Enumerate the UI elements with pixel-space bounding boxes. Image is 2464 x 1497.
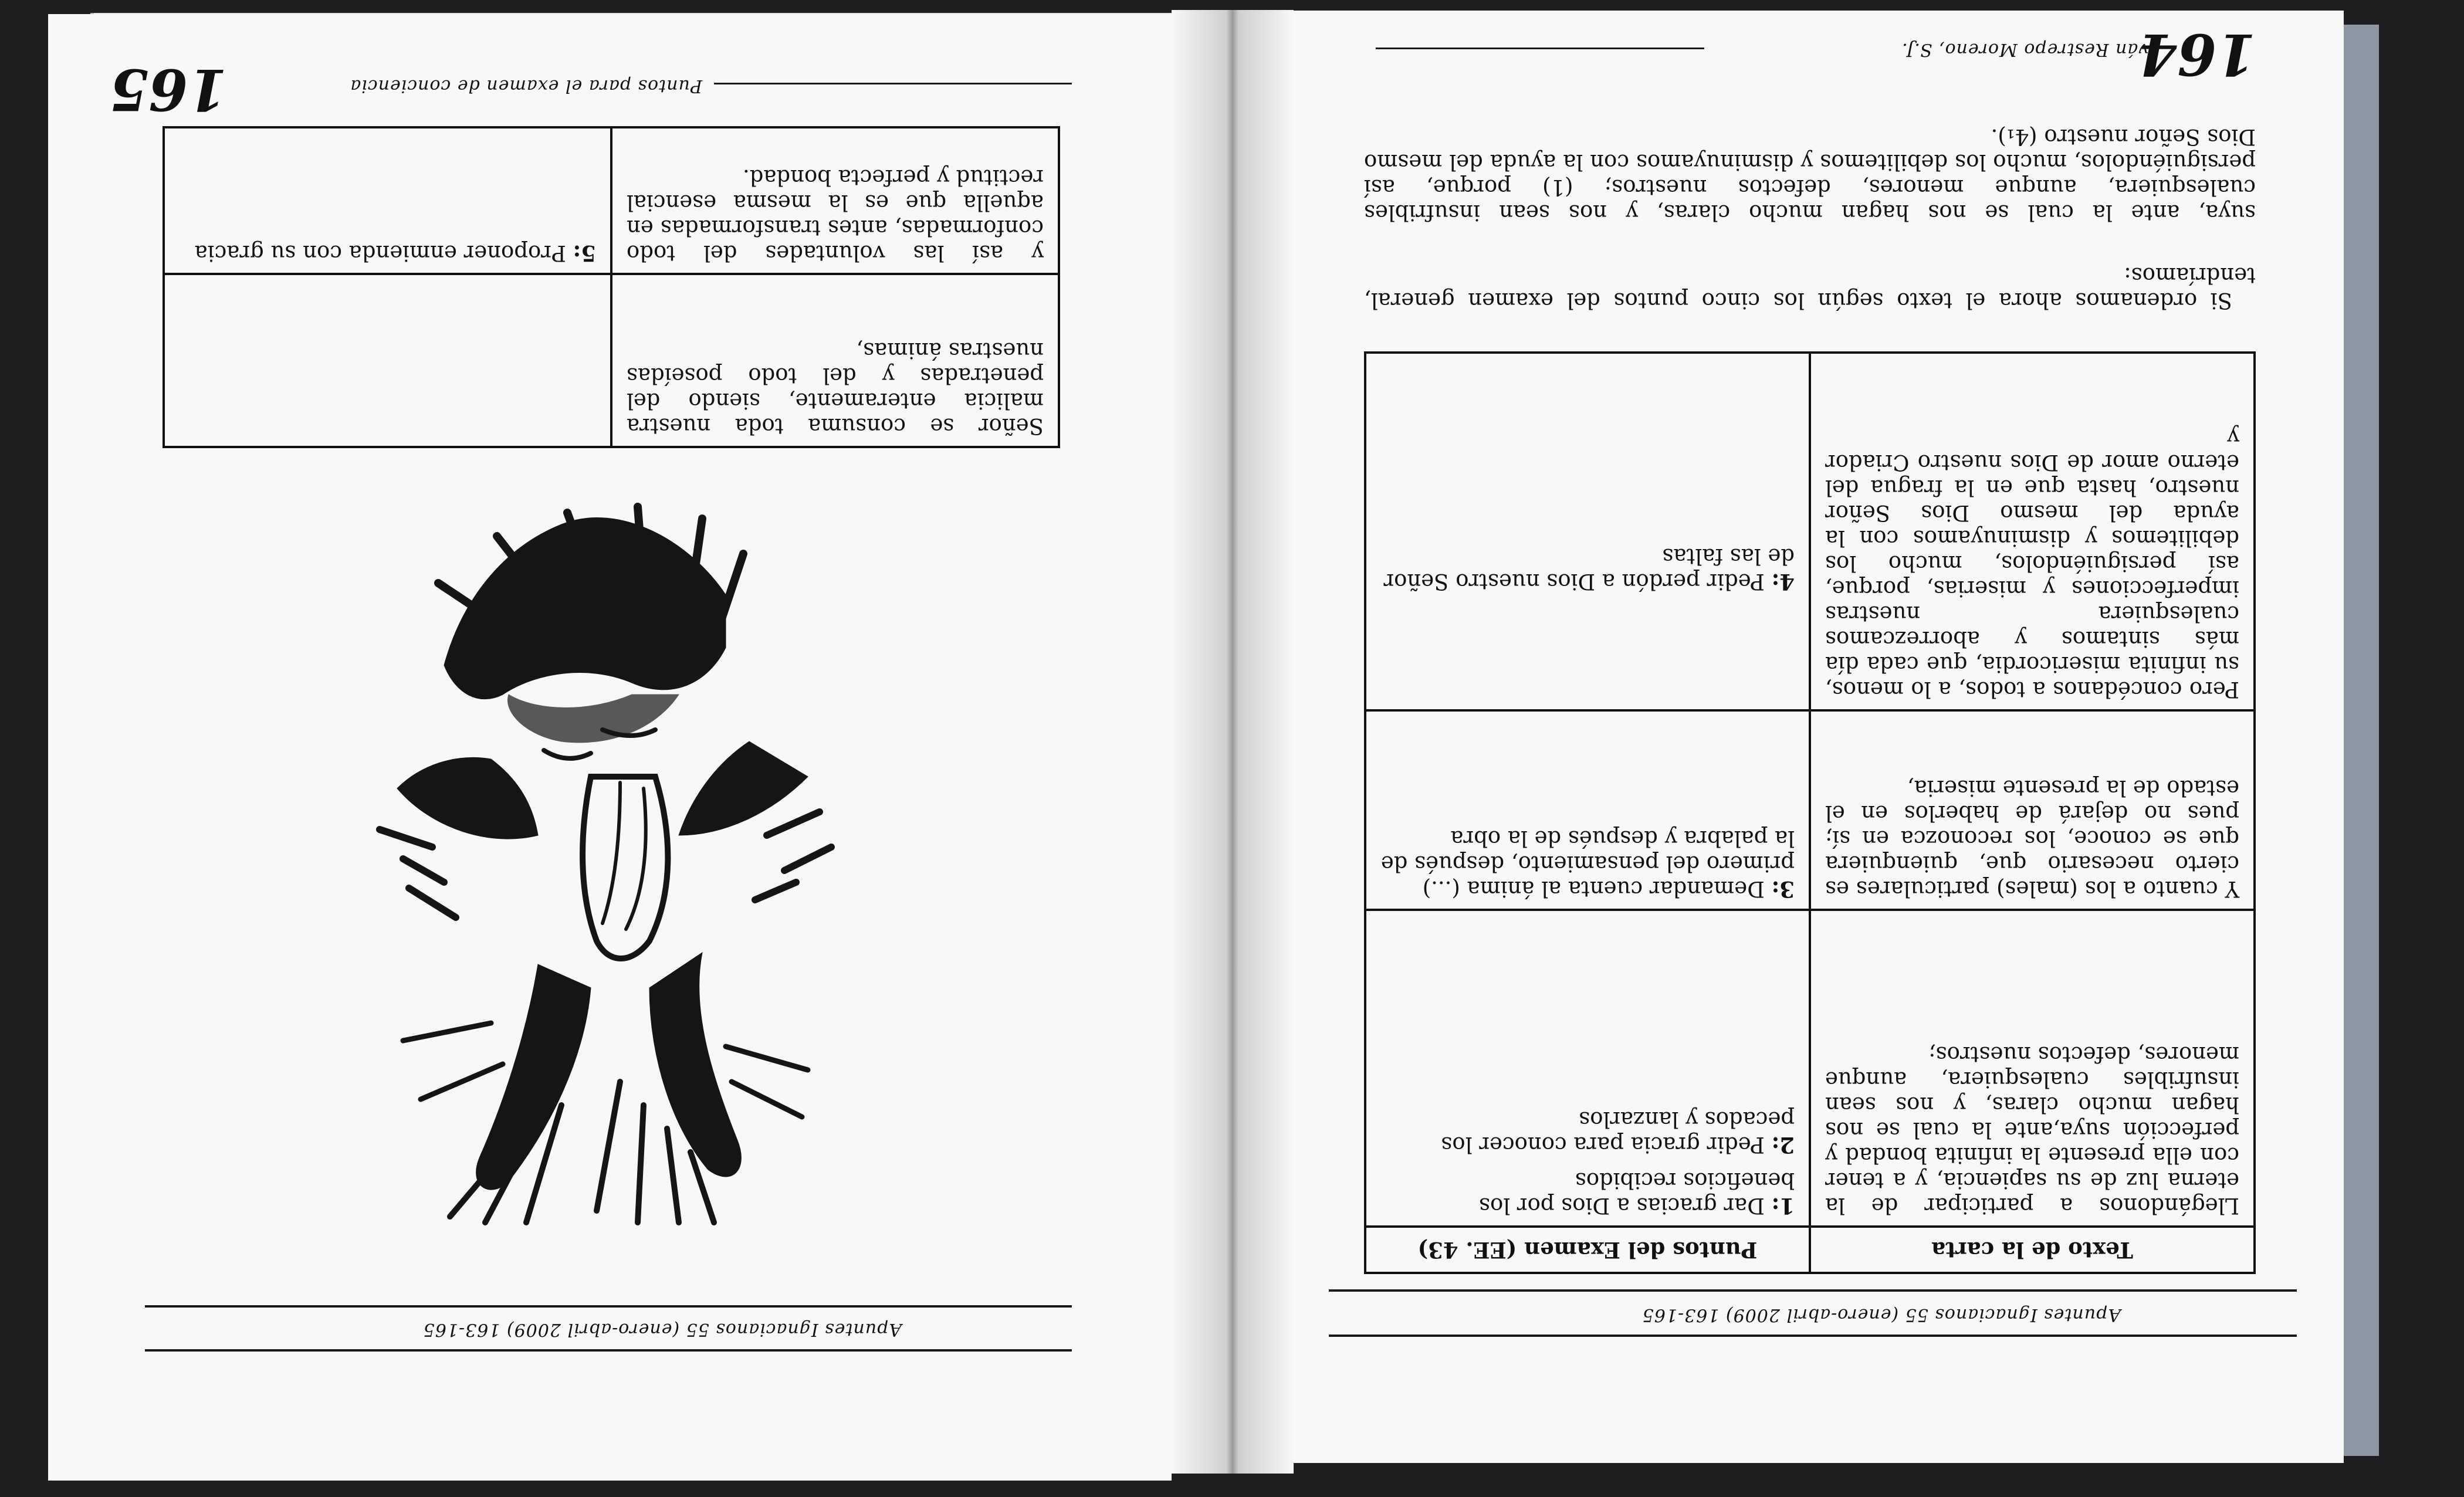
carta-cell: Pero concédanos a todos, a lo menos, su infinita misericordia, que cada día más sintamos y aborrezcamos cualesquiera nuestras imperfecciones y miserias, porque, así persiguiéndolos, mucho los debilitemos y disminuyamos con la ayuda del mesmo Dios Señor nuestro, hasta que en la fragua del eterno amor de Dios nuestro Criador y [1810,353,2255,710]
praying-figure-illustration [350,495,867,1258]
running-head-title: Puntos para el examen de conciencia [350,76,702,96]
table-header: Texto de la carta [1810,1227,2255,1273]
footer-rule [1329,1289,2297,1292]
table-row [1365,710,2255,910]
page-165 [48,14,1172,1481]
table-row [1365,910,2255,1227]
gutter [1172,10,1294,1474]
page-164 [1294,11,2344,1463]
carta-cell: Y cuanto a los (males) particulares es cierto necesario que, quienquiera que se conoce, los reconozca en sí; pues no dejará de haberlos en el estado de la presente miseria, [1810,710,2255,910]
punto-cell: 1: Dar gracias a Dios por los beneficios recibidos 2: Pedir gracia para conocer los pecados y lanzarlos [1365,910,1810,1227]
examen-table-continued [163,126,1060,448]
punto-cell: 5: Proponer enmienda con su gracia [164,127,611,274]
table-row [1365,353,2255,710]
folio: 164 [2138,21,2256,87]
punto-cell: 4: Pedir perdón a Dios nuestro Señor de las faltas [1365,353,1810,710]
table-row [164,127,1059,274]
table-header: Puntos del Examen (EE. 43) [1365,1227,1810,1273]
paragraph: Si ordenamos ahora el texto según los cinco puntos del examen general, tendríamos: [1364,263,2256,313]
footer-rule [1329,1335,2297,1337]
table-row [164,274,1059,447]
punto-cell: 3: Demandar cuenta al ánima (...) primero del pensamiento, después de la palabra y después de la obra [1365,710,1810,910]
running-head-journal: Apuntes Ignacianos 55 (enero-abril 2009) 163-165 [422,1319,902,1340]
running-head-journal: Apuntes Ignacianos 55 (enero-abril 2009) 163-165 [1641,1305,2121,1325]
carta-cell: Llegándonos a participar de la eterna luz de su sapiencia, y a tener con ella presente la infinita bondad y perfección suya,ante la cual se nos hagan mucho claras, y nos sean insufribles cualesquiera, aunque menores, defectos nuestros; [1810,910,2255,1227]
footer-rule [145,1349,1072,1352]
rule [1376,48,1704,49]
punto-cell [164,274,611,447]
footer-rule [145,1305,1072,1308]
carta-cell: y así las voluntades del todo conformadas, antes transformadas en aquella que es la mesma esencial rectitud y perfecta bondad. [611,127,1059,274]
rule [714,83,1072,84]
folio: 165 [109,56,227,123]
examen-table [1364,351,2256,1274]
carta-cell: Señor se consuma toda nuestra malicia enteramente, siendo del penetradas y del todo poseídas nuestras ánimas, [611,274,1059,447]
running-head-author: Iván Restrepo Moreno, S.J. [1901,39,2156,60]
paragraph: suya, ante la cual se nos hagan mucho claras, y nos sean insufribles cualesquiera, aunque menores, defectos nuestros; (1) porque, así persiguiéndolos, mucho los debilitemos y disminuyamos con la ayuda del mesmo Dios Señor nuestro (4₁). [1364,124,2256,225]
